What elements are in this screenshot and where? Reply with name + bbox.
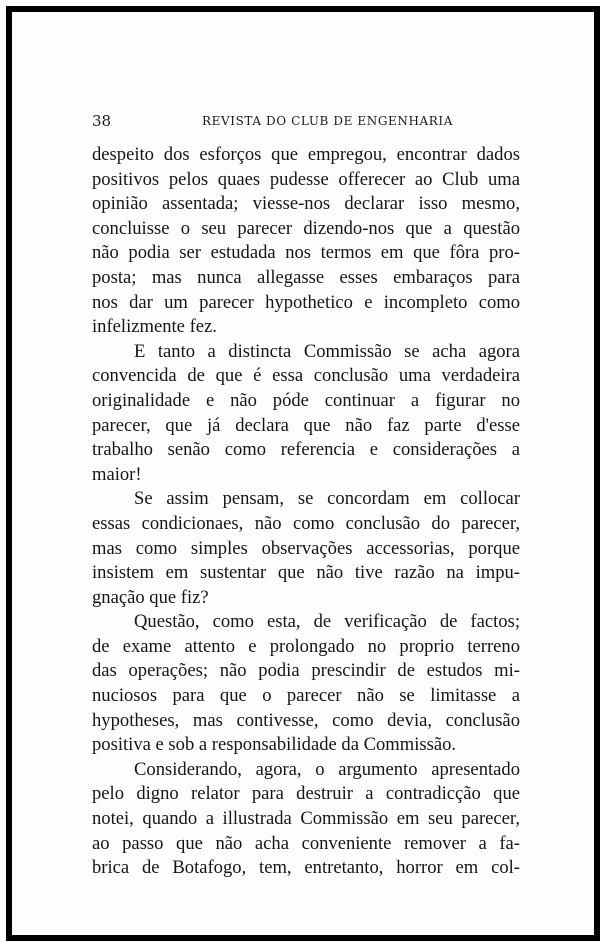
text-line: brica de Botafogo, tem, entretanto, horror em col- <box>92 857 520 879</box>
text-line: ao passo que não acha conveniente remover a fa- <box>92 832 520 854</box>
text-line: maior! <box>92 463 142 485</box>
text-line: Considerando, agora, o argumento apresentado <box>134 758 520 780</box>
text-line: E tanto a distincta Commissão se acha agora <box>134 340 520 362</box>
page-header <box>92 112 520 134</box>
text-line: posta; mas nunca allegasse esses embaraços para <box>92 266 520 288</box>
page-number: 38 <box>92 112 112 130</box>
running-title: REVISTA DO CLUB DE ENGENHARIA <box>202 114 454 128</box>
text-line: gnação que fiz? <box>92 586 209 608</box>
text-line: parecer, que já declara que não faz parte d'esse <box>92 414 520 436</box>
text-line: positiva e sob a responsabilidade da Commissão. <box>92 734 457 756</box>
text-line: Se assim pensam, se concordam em collocar <box>134 488 520 510</box>
text-line: concluisse o seu parecer dizendo-nos que a questão <box>92 217 520 239</box>
text-line: essas condicionaes, não como conclusão do parecer, <box>92 512 520 534</box>
text-line: originalidade e não póde continuar a figurar no <box>92 389 520 411</box>
text-line: notei, quando a illustrada Commissão em seu parecer, <box>92 808 520 830</box>
text-line: das operações; não podia prescindir de estudos mi- <box>92 660 520 682</box>
text-line: trabalho senão como referencia e considerações a <box>92 439 520 461</box>
text-line: positivos pelos quaes pudesse offerecer ao Club uma <box>92 168 520 190</box>
text-line: pelo digno relator para destruir a contradicção que <box>92 783 520 805</box>
text-line: insistem em sustentar que não tive razão na impu- <box>92 562 520 584</box>
text-line: Questão, como esta, de verificação de factos; <box>134 611 520 633</box>
text-line: convencida de que é essa conclusão uma verdadeira <box>92 365 520 387</box>
text-line: infelizmente fez. <box>92 316 217 338</box>
text-line: não podia ser estudada nos termos em que fôra pro- <box>92 242 520 264</box>
text-line: mas como simples observações accessorias, porque <box>92 537 520 559</box>
text-line: hypotheses, mas contivesse, como devia, conclusão <box>92 709 520 731</box>
text-line: nos dar um parecer hypothetico e incompleto como <box>92 291 520 313</box>
text-line: opinião assentada; viesse-nos declarar isso mesmo, <box>92 193 520 215</box>
text-line: de exame attento e prolongado no proprio terreno <box>92 635 520 657</box>
text-line: nuciosos para que o parecer não se limitasse a <box>92 685 520 707</box>
body-text <box>92 143 520 881</box>
text-line: despeito dos esforços que empregou, encontrar dados <box>92 144 520 165</box>
